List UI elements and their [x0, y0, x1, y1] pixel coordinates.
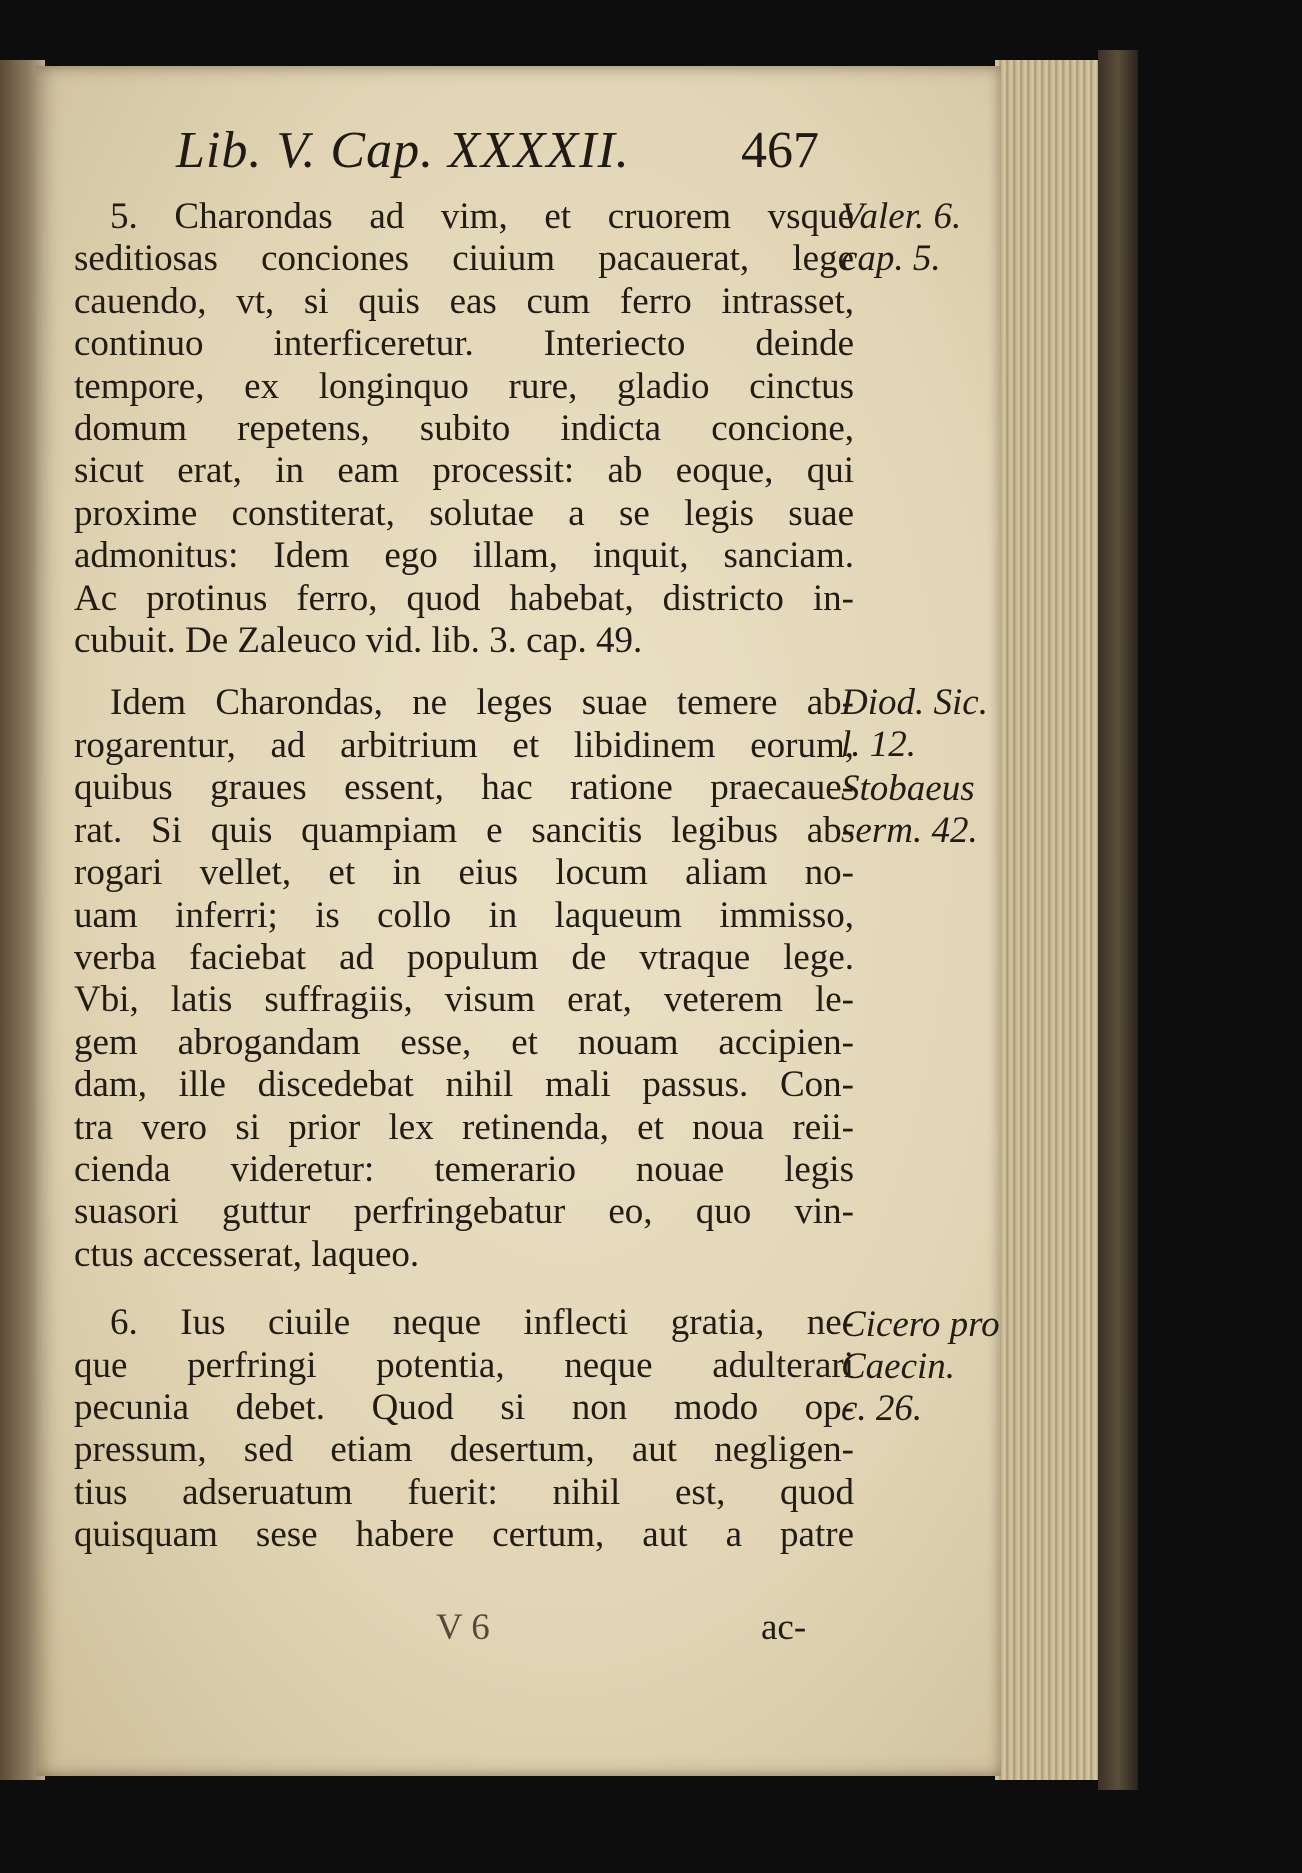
margin-note: cap. 5.	[841, 238, 941, 279]
text-line: dam, ille discedebat nihil mali passus. Con-	[74, 1064, 854, 1106]
text-line: ctus accesserat, laqueo.	[74, 1233, 420, 1275]
text-line: 6. Ius ciuile neque inflecti gratia, ne-	[110, 1302, 854, 1344]
text-line: 5. Charondas ad vim, et cruorem vsque	[110, 196, 854, 237]
page-header	[36, 121, 1001, 191]
margin-note: Stobaeus	[841, 768, 975, 809]
book-page	[36, 66, 1001, 1776]
text-line: cubuit. De Zaleuco vid. lib. 3. cap. 49.	[74, 620, 643, 662]
text-line: quibus graues essent, hac ratione praecaue-	[74, 767, 854, 809]
text-line: uam inferri; is collo in laqueum immisso,	[74, 894, 854, 936]
paragraph-charondas-sword	[74, 196, 854, 662]
paragraph-charondas-laws	[74, 682, 854, 1276]
page-number: 467	[741, 122, 819, 179]
text-line: suasori guttur perfringebatur eo, quo vin-	[74, 1191, 854, 1233]
paragraph-ius-ciuile	[74, 1302, 854, 1556]
text-line: seditiosas conciones ciuium pacauerat, lege	[74, 238, 854, 280]
text-line: rogarentur, ad arbitrium et libidinem eorum,	[74, 724, 854, 766]
text-line: pecunia debet. Quod si non modo op-	[74, 1386, 854, 1428]
catchword: ac-	[761, 1607, 807, 1648]
text-line: proxime constiterat, solutae a se legis suae	[74, 492, 854, 534]
signature-mark: V 6	[436, 1607, 490, 1648]
running-head: Lib. V. Cap. XXXXII.	[176, 122, 630, 179]
margin-note: Valer. 6.	[841, 196, 962, 237]
margin-note: serm. 42.	[841, 810, 978, 851]
text-line: tius adseruatum fuerit: nihil est, quod	[74, 1471, 854, 1513]
text-line: gem abrogandam esse, et nouam accipien-	[74, 1021, 854, 1063]
main-text	[74, 196, 854, 1557]
text-line: que perfringi potentia, neque adulterari	[74, 1344, 854, 1386]
text-line: tra vero si prior lex retinenda, et noua reii-	[74, 1106, 854, 1148]
text-line: cauendo, vt, si quis eas cum ferro intrasset,	[74, 280, 854, 322]
text-line: cienda videretur: temerario nouae legis	[74, 1148, 854, 1190]
margin-note: Diod. Sic.	[841, 682, 988, 723]
text-line: admonitus: Idem ego illam, inquit, sanciam.	[74, 535, 854, 577]
margin-note: Cicero pro	[841, 1304, 1000, 1345]
text-line: pressum, sed etiam desertum, aut negligen-	[74, 1429, 854, 1471]
text-line: verba faciebat ad populum de vtraque lege.	[74, 936, 854, 978]
text-line: sicut erat, in eam processit: ab eoque, qui	[74, 450, 854, 492]
book-cover-edge	[1098, 50, 1138, 1790]
text-line: Idem Charondas, ne leges suae temere ab-	[110, 682, 854, 724]
text-line: quisquam sese habere certum, aut a patre	[74, 1514, 854, 1556]
text-line: rat. Si quis quampiam e sancitis legibus ab-	[74, 809, 854, 851]
text-line: tempore, ex longinquo rure, gladio cinctus	[74, 365, 854, 407]
margin-note: c. 26.	[841, 1388, 923, 1429]
margin-note: Caecin.	[841, 1346, 956, 1387]
margin-note: l. 12.	[841, 724, 917, 765]
text-line: Ac protinus ferro, quod habebat, districto in-	[74, 577, 854, 619]
text-line: continuo interficeretur. Interiecto deinde	[74, 323, 854, 365]
text-line: rogari vellet, et in eius locum aliam no-	[74, 852, 854, 894]
text-line: Vbi, latis suffragiis, visum erat, veterem le-	[74, 979, 854, 1021]
text-line: domum repetens, subito indicta concione,	[74, 408, 854, 450]
